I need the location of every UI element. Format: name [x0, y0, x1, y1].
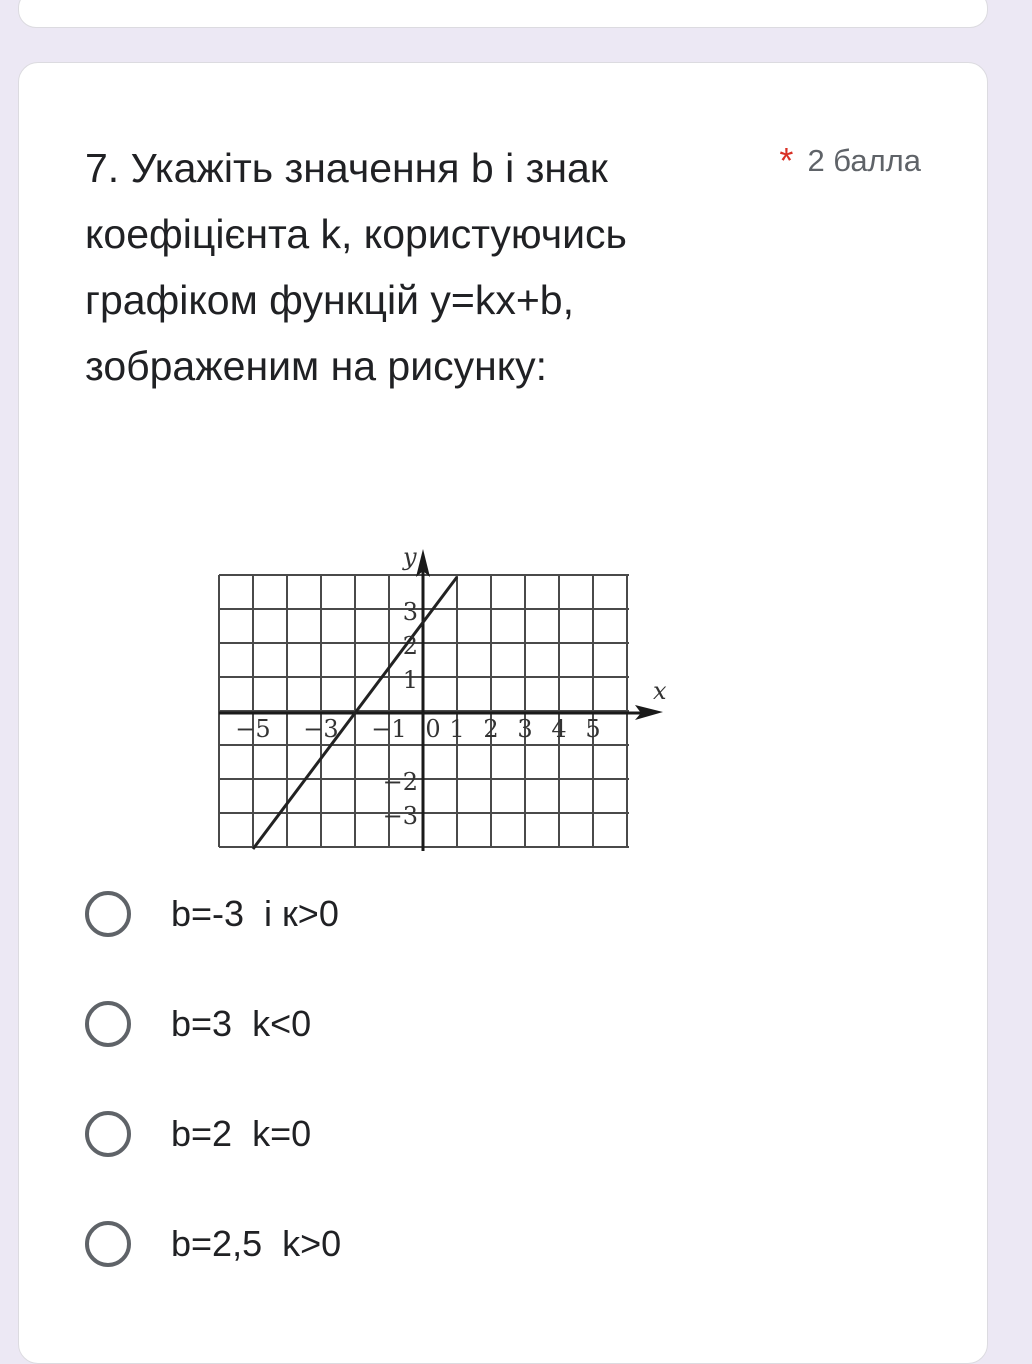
x-tick-label: 2	[483, 715, 499, 743]
points-label: 2 балла	[807, 143, 921, 178]
x-tick-label: −3	[303, 715, 339, 743]
x-tick-label: −1	[371, 715, 407, 743]
answer-option-4[interactable]	[85, 1189, 341, 1299]
answer-option-label: b=-3 і к>0	[171, 893, 339, 934]
y-axis-name: y	[403, 543, 417, 571]
answer-options	[85, 859, 341, 1299]
function-graph-figure	[197, 541, 677, 866]
previous-question-card	[18, 0, 988, 28]
radio-button[interactable]	[85, 1221, 131, 1267]
points-indicator	[779, 140, 921, 181]
radio-button[interactable]	[85, 891, 131, 937]
answer-option-label: b=3 k<0	[171, 1003, 312, 1044]
answer-option-label: b=2 k=0	[171, 1113, 312, 1154]
x-tick-label: 5	[585, 715, 601, 743]
y-tick-label: −2	[382, 768, 418, 796]
linear-function-graph	[197, 541, 677, 861]
answer-option-2[interactable]	[85, 969, 341, 1079]
x-tick-label: −5	[235, 715, 271, 743]
x-tick-label: 3	[517, 715, 533, 743]
question-title: 7. Укажіть значення b і знак коефіцієнта k, користуючись графіком функцій y=kx+b, зображеним на рисунку:	[85, 145, 627, 389]
y-tick-label: −3	[382, 802, 418, 830]
radio-button[interactable]	[85, 1111, 131, 1157]
y-tick-label: 1	[402, 666, 418, 694]
x-tick-label: 4	[551, 715, 567, 743]
answer-option-label: b=2,5 k>0	[171, 1223, 342, 1264]
x-axis-name: x	[653, 677, 667, 705]
y-tick-label: 3	[402, 598, 418, 626]
answer-option-1[interactable]	[85, 859, 341, 969]
answer-option-3[interactable]	[85, 1079, 341, 1189]
radio-button[interactable]	[85, 1001, 131, 1047]
question-card	[18, 62, 988, 1364]
required-asterisk: *	[779, 140, 794, 181]
x-tick-label: 1	[449, 715, 465, 743]
x-tick-label: 0	[425, 715, 441, 743]
y-tick-label: 2	[402, 632, 418, 660]
